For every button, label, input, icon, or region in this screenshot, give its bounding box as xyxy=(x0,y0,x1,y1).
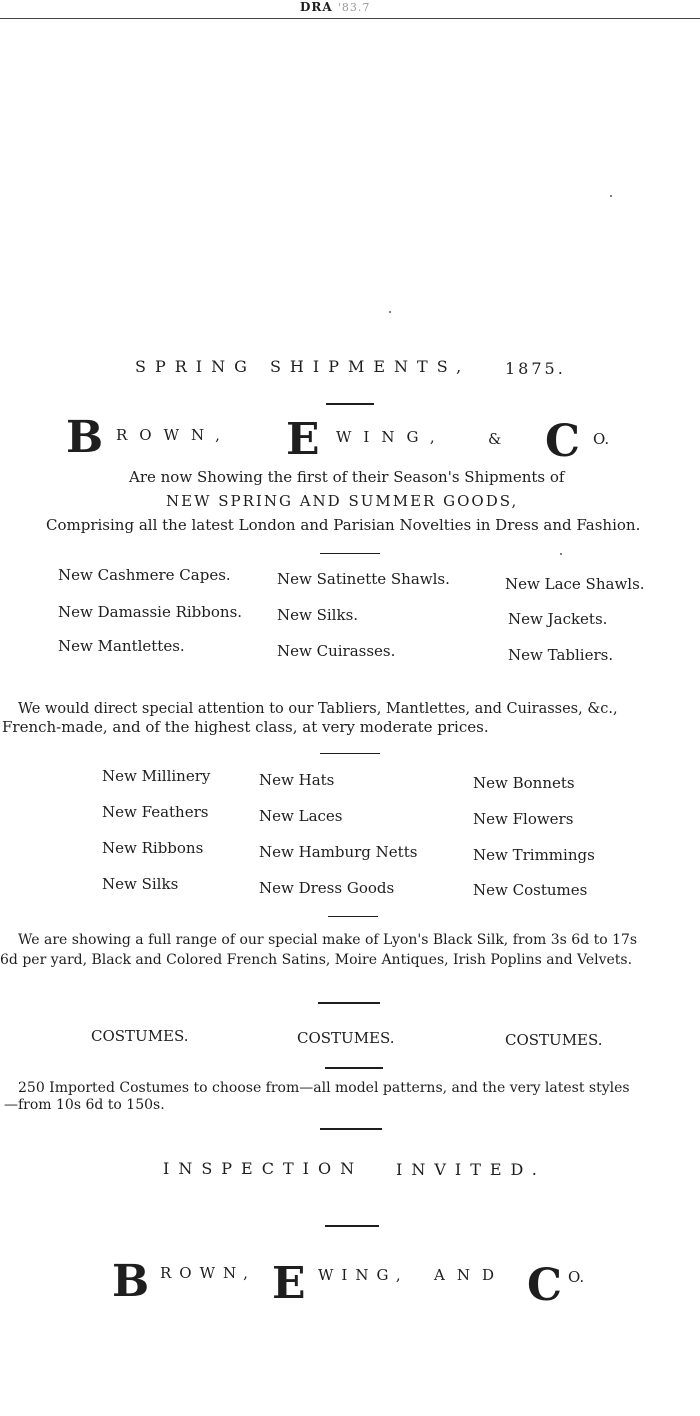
firm-initial-c: C xyxy=(545,416,581,467)
list-item: New Damassie Ribbons. xyxy=(58,603,243,621)
firm-and: AND xyxy=(434,1266,506,1284)
list-item: New Costumes xyxy=(473,881,588,899)
silk-line-2: 6d per yard, Black and Colored French Satins, Moire Antiques, Irish Poplins and Velvets. xyxy=(0,952,633,968)
divider xyxy=(318,1002,380,1004)
divider xyxy=(328,916,378,917)
list-item: New Ribbons xyxy=(102,839,204,857)
divider xyxy=(325,1067,383,1069)
list-item: New Feathers xyxy=(102,803,209,821)
divider xyxy=(325,1225,379,1227)
list-item: New Mantlettes. xyxy=(58,637,185,655)
attention-line-1: We would direct special attention to our Tabliers, Mantlettes, and Cuirasses, &c., xyxy=(18,701,618,717)
list-item: New Hamburg Netts xyxy=(259,843,418,861)
costumes-label: COSTUMES. xyxy=(297,1029,395,1047)
costumes-label: COSTUMES. xyxy=(91,1027,189,1045)
firm-rest-rown: ROWN, xyxy=(160,1264,256,1282)
list-item: New Silks xyxy=(102,875,179,893)
firm-initial-c: C xyxy=(527,1260,563,1311)
print-speck xyxy=(389,311,391,313)
firm-ampersand: & xyxy=(488,430,502,448)
divider xyxy=(320,1128,382,1130)
list-item: New Lace Shawls. xyxy=(505,575,645,593)
page-header-mark xyxy=(300,0,370,14)
firm-initial-b: B xyxy=(66,412,104,463)
header-rule xyxy=(0,18,700,19)
attention-line-2: French-made, and of the highest class, at very moderate prices. xyxy=(2,718,489,736)
print-speck xyxy=(560,553,562,555)
firm-rest-wing: WING, xyxy=(336,428,447,446)
list-item: New Laces xyxy=(259,807,343,825)
title-spring-shipments: SPRING SHIPMENTS, xyxy=(135,357,471,376)
firm-rest-rown: ROWN, xyxy=(116,426,232,444)
list-item: New Jackets. xyxy=(508,610,608,628)
intro-line-3: Comprising all the latest London and Parisian Novelties in Dress and Fashion. xyxy=(46,516,641,534)
header-mark-text: DRA xyxy=(300,0,333,14)
silk-line-1: We are showing a full range of our special make of Lyon's Black Silk, from 3s 6d to 17s xyxy=(18,932,638,948)
list-item: New Tabliers. xyxy=(508,646,614,664)
list-item: New Silks. xyxy=(277,606,359,624)
imported-line-1: 250 Imported Costumes to choose from—all model patterns, and the very latest styles xyxy=(18,1080,630,1096)
firm-initial-e: E xyxy=(286,414,320,465)
list-item: New Bonnets xyxy=(473,774,575,792)
list-item: New Dress Goods xyxy=(259,879,395,897)
firm-rest-o: O. xyxy=(568,1268,585,1286)
list-item: New Millinery xyxy=(102,767,211,785)
firm-initial-e: E xyxy=(272,1258,306,1309)
list-item: New Flowers xyxy=(473,810,574,828)
costumes-label: COSTUMES. xyxy=(505,1031,603,1049)
imported-line-2: —from 10s 6d to 150s. xyxy=(4,1097,165,1113)
firm-initial-b: B xyxy=(112,1256,150,1307)
list-item: New Cuirasses. xyxy=(277,642,396,660)
list-item: New Hats xyxy=(259,771,335,789)
list-item: New Cashmere Capes. xyxy=(58,566,231,584)
divider xyxy=(326,403,374,405)
inspection-right: INVITED. xyxy=(396,1160,546,1179)
divider xyxy=(320,753,380,754)
intro-line-2: NEW SPRING AND SUMMER GOODS, xyxy=(166,492,519,510)
header-mark-faded: '83.7 xyxy=(337,1,371,14)
inspection-left: INSPECTION xyxy=(163,1159,364,1178)
divider xyxy=(320,553,380,554)
print-speck xyxy=(610,195,612,197)
title-year: 1875. xyxy=(505,359,566,378)
firm-rest-o: O. xyxy=(593,430,610,448)
firm-rest-wing: WING, xyxy=(318,1266,409,1284)
list-item: New Satinette Shawls. xyxy=(277,570,450,588)
list-item: New Trimmings xyxy=(473,846,595,864)
intro-line-1: Are now Showing the first of their Season's Shipments of xyxy=(129,468,565,486)
